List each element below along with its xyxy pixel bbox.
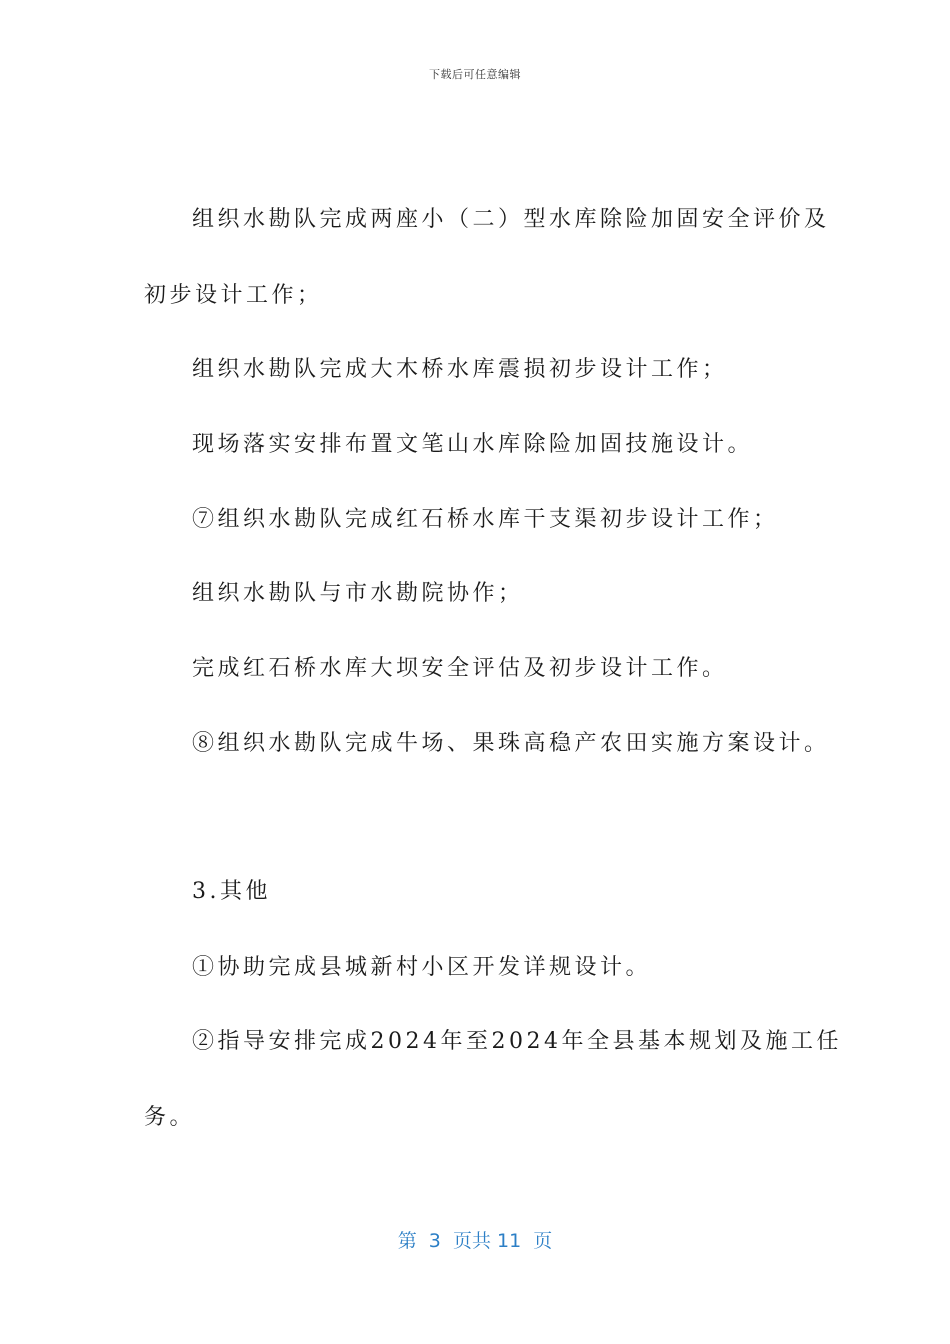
- paragraph-line: 初步设计工作；: [144, 283, 323, 308]
- paragraph-line: 组织水勘队完成两座小（二）型水库除险加固安全评价及: [192, 207, 830, 232]
- page-header-note: 下载后可任意编辑: [429, 68, 521, 81]
- paragraph-line: 组织水勘队与市水勘院协作；: [192, 581, 524, 606]
- paragraph-line: ①协助完成县城新村小区开发详规设计。: [192, 955, 652, 980]
- paragraph-line: ⑦组织水勘队完成红石桥水库干支渠初步设计工作；: [192, 507, 779, 532]
- paragraph-line: ⑧组织水勘队完成牛场、果珠高稳产农田实施方案设计。: [192, 731, 830, 756]
- paragraph-line: 组织水勘队完成大木桥水库震损初步设计工作；: [192, 357, 728, 382]
- paragraph-line: 完成红石桥水库大坝安全评估及初步设计工作。: [192, 656, 728, 681]
- paragraph-line: 现场落实安排布置文笔山水库除险加固技施设计。: [192, 432, 754, 457]
- paragraph-line: ②指导安排完成2024年至2024年全县基本规划及施工任: [192, 1029, 842, 1054]
- paragraph-line: 务。: [144, 1105, 196, 1130]
- section-heading: 3.其他: [192, 879, 271, 904]
- page-number-footer: 第 3 页共 11 页: [397, 1230, 553, 1252]
